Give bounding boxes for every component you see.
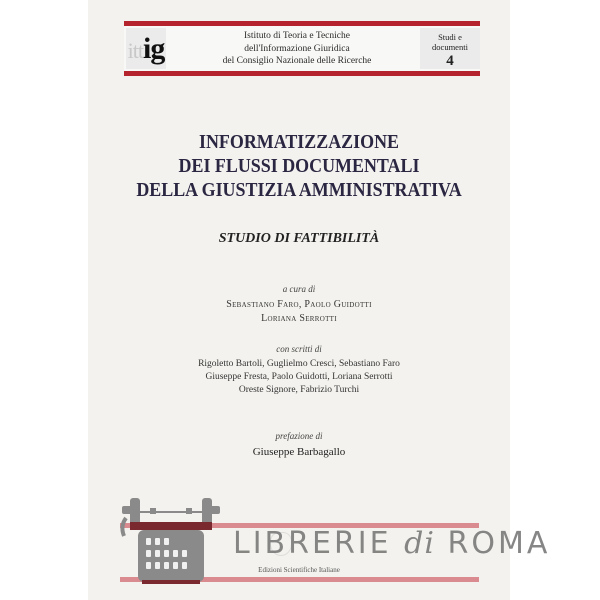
typewriter-icon [116, 496, 226, 586]
publisher-name: Edizioni Scientifiche Italiane [258, 566, 340, 574]
editors-label: a cura di [282, 284, 316, 294]
editors-names: Sebastiano Faro, Paolo Guidotti Loriana Serrotti [226, 299, 372, 324]
preface-author: Giuseppe Barbagallo [252, 446, 346, 458]
contributors-label: con scritti di [276, 344, 322, 354]
book-subtitle: STUDIO DI FATTIBILITÀ [218, 231, 380, 246]
series-number: 4 [446, 53, 454, 69]
contributors-names: Rigoletto Bartoli, Guglielmo Cresci, Sebastiano Faro Giuseppe Fresta, Paolo Guidotti, Loriana Serrotti Oreste Signore, Fabrizio Turchi [198, 359, 400, 395]
header-red-bar-bottom [124, 71, 480, 76]
series-label: Studi e documenti 4 [420, 28, 480, 69]
watermark-librerie-di-roma: LIBRERIE di ROMA [233, 526, 551, 561]
ittig-logo: ittig [126, 28, 166, 69]
preface-label: prefazione di [275, 431, 323, 441]
header-band [124, 26, 480, 71]
institute-name: Istituto di Teoria e Tecniche dell'Informazione Giuridica del Consiglio Nazionale delle Ricerche [222, 31, 372, 66]
book-title: INFORMATIZZAZIONE DEI FLUSSI DOCUMENTALI DELLA GIUSTIZIA AMMINISTRATIVA [136, 132, 462, 201]
